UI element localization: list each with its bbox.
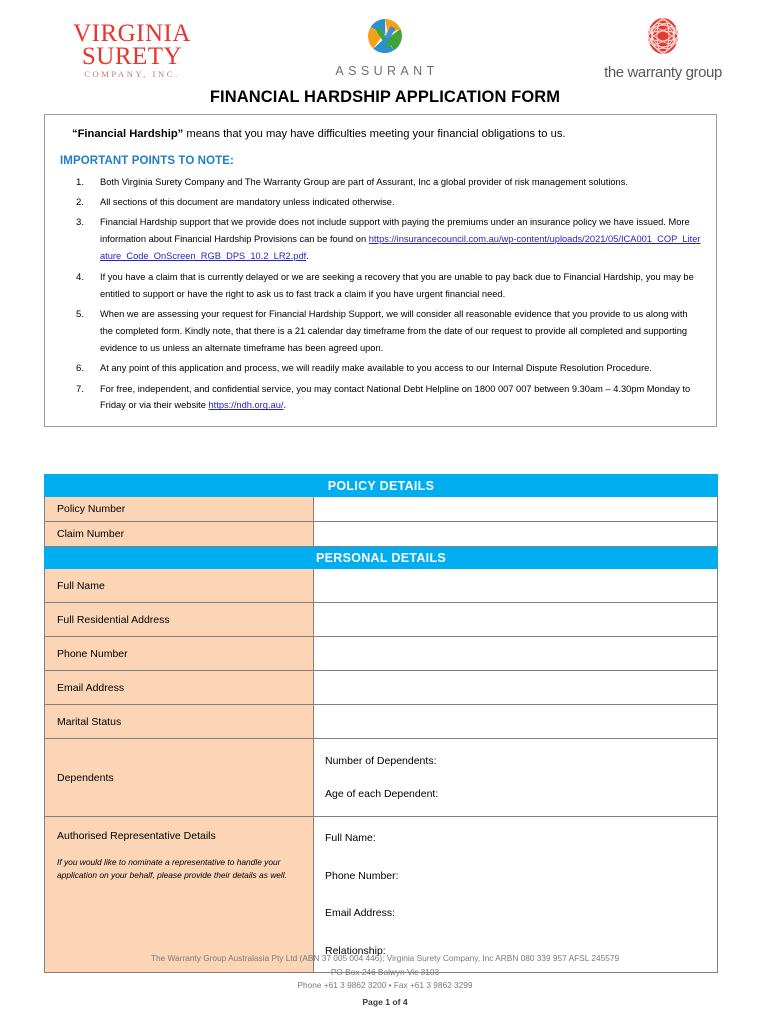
field-full-name[interactable]: [314, 569, 718, 603]
virginia-surety-logo: [52, 22, 212, 79]
subfield-age-of-each-dependent[interactable]: Age of each Dependent:: [325, 787, 439, 800]
point-item-1: [58, 174, 703, 191]
footer-line-1: The Warranty Group Australasia Pty Ltd (ABN 37 005 004 446); Virginia Surety Company, Inc ARBN 080 339 957 AFSL 245579: [150, 953, 620, 963]
field-claim-number[interactable]: [314, 522, 718, 547]
label-marital-status: Marital Status: [45, 705, 314, 739]
hardship-definition-term: “Financial Hardship”: [72, 128, 184, 140]
table-row-dependents: [45, 739, 718, 817]
point-text-7-after: .: [283, 400, 287, 411]
table-row: [45, 603, 718, 637]
point-text-3-before: Financial Hardship support that we provide does not include support with paying the premiums under an insurance policy we have issued. More information about Financial Hardship Provisions can be found on: [100, 217, 690, 245]
label-phone-number: Phone Number: [45, 637, 314, 671]
field-marital-status[interactable]: [314, 705, 718, 739]
section-header-personal-details: [45, 547, 718, 569]
field-policy-number[interactable]: [314, 497, 718, 522]
field-phone-number[interactable]: [314, 637, 718, 671]
personal-details-heading: PERSONAL DETAILS: [45, 547, 718, 569]
label-email-address: Email Address: [45, 671, 314, 705]
label-dependents: Dependents: [45, 739, 314, 817]
insurance-council-code-link[interactable]: https://insurancecouncil.com.au/wp-content/uploads/2021/05/ICA001_COP_Literature_Code_OnScreen_RGB_DPS_10.2_LR2.pdf: [100, 234, 701, 262]
point-text-7-before: For free, independent, and confidential service, you may contact National Debt Helpline on 1800 007 007 between 9.30am – 4.30pm Monday to Friday or via their website: [100, 383, 691, 411]
field-email-address[interactable]: [314, 671, 718, 705]
warranty-group-sphere-logo-icon: [578, 16, 748, 61]
authorised-representative-title: Authorised Representative Details: [57, 830, 216, 842]
point-item-2: [58, 194, 703, 211]
label-policy-number: Policy Number: [45, 497, 314, 522]
national-debt-helpline-link[interactable]: https://ndh.org.au/: [208, 400, 284, 411]
point-text-3-after: .: [306, 251, 309, 262]
virginia-surety-line1: VIRGINIA: [73, 20, 191, 47]
assurant-wordmark: ASSURANT: [335, 64, 439, 78]
table-row: [45, 522, 718, 547]
hardship-definition: [72, 127, 703, 142]
assurant-logo: [305, 18, 465, 78]
important-notes-box: [44, 114, 717, 427]
table-row-authorised-representative: [45, 817, 718, 973]
subfield-number-of-dependents[interactable]: Number of Dependents:: [325, 755, 437, 767]
page-title: FINANCIAL HARDSHIP APPLICATION FORM: [209, 88, 561, 106]
assurant-circle-logo-icon: [305, 18, 465, 59]
important-points-list: [58, 174, 703, 415]
subfield-rep-relationship[interactable]: Relationship:: [325, 944, 386, 957]
point-item-3: [58, 214, 703, 265]
point-item-7: [58, 381, 703, 415]
field-full-residential-address[interactable]: [314, 603, 718, 637]
footer-line-3: Phone +61 3 9862 3200 • Fax +61 3 9862 3299: [297, 980, 473, 991]
label-full-residential-address: Full Residential Address: [45, 603, 314, 637]
point-text-2: All sections of this document are mandatory unless indicated otherwise.: [100, 196, 395, 207]
hardship-definition-rest: means that you may have difficulties meeting your financial obligations to us.: [183, 128, 566, 140]
page-footer: [0, 952, 770, 1009]
field-group-authorised-representative: [314, 817, 718, 973]
point-text-1: Both Virginia Surety Company and The Warranty Group are part of Assurant, Inc a global provider of risk management solutions.: [100, 176, 628, 187]
label-claim-number: Claim Number: [45, 522, 314, 547]
page-number: Page 1 of 4: [362, 997, 408, 1008]
policy-details-heading: POLICY DETAILS: [45, 475, 718, 497]
virginia-surety-line3: COMPANY, INC.: [84, 69, 180, 79]
table-row: [45, 569, 718, 603]
point-text-4: If you have a claim that is currently delayed or we are seeking a recovery that you are unable to pay back due to Financial Hardship, you may be entitled to support or have the right to ask us to fast track a claim if you have urgent financial need.: [100, 271, 694, 299]
subfield-rep-email-address[interactable]: Email Address:: [325, 907, 396, 919]
table-row: [45, 705, 718, 739]
virginia-surety-line2: SURETY: [81, 43, 183, 70]
table-row: [45, 497, 718, 522]
table-row: [45, 637, 718, 671]
warranty-group-wordmark: the warranty group: [604, 64, 722, 81]
point-item-6: [58, 360, 703, 377]
application-form-table: [44, 474, 718, 973]
field-group-dependents: [314, 739, 718, 817]
warranty-group-logo: [578, 16, 748, 81]
label-full-name: Full Name: [45, 569, 314, 603]
point-text-5: When we are assessing your request for Financial Hardship Support, we will consider all reasonable evidence that you provide to us along with the completed form. Kindly note, that there is a 21 calendar day timeframe from the date of our request to provide all completed and supporting evidence to us unless an alternate timeframe has been agreed upon.: [100, 308, 688, 353]
important-points-heading: IMPORTANT POINTS TO NOTE:: [60, 154, 234, 167]
point-item-5: [58, 306, 703, 357]
subfield-rep-full-name[interactable]: Full Name:: [325, 832, 376, 844]
point-text-6: At any point of this application and process, we will readily make available to you access to our Internal Dispute Resolution Procedure.: [100, 363, 652, 374]
point-item-4: [58, 269, 703, 303]
subfield-rep-phone-number[interactable]: Phone Number:: [325, 869, 399, 882]
footer-line-2: PO Box 246 Balwyn Vic 3103: [330, 966, 440, 977]
logo-bar: [0, 0, 770, 88]
label-authorised-representative: [45, 817, 314, 973]
authorised-representative-note: If you would like to nominate a representative to handle your application on your behalf, please provide their details as well.: [57, 857, 287, 881]
table-row: [45, 671, 718, 705]
section-header-policy-details: [45, 475, 718, 497]
